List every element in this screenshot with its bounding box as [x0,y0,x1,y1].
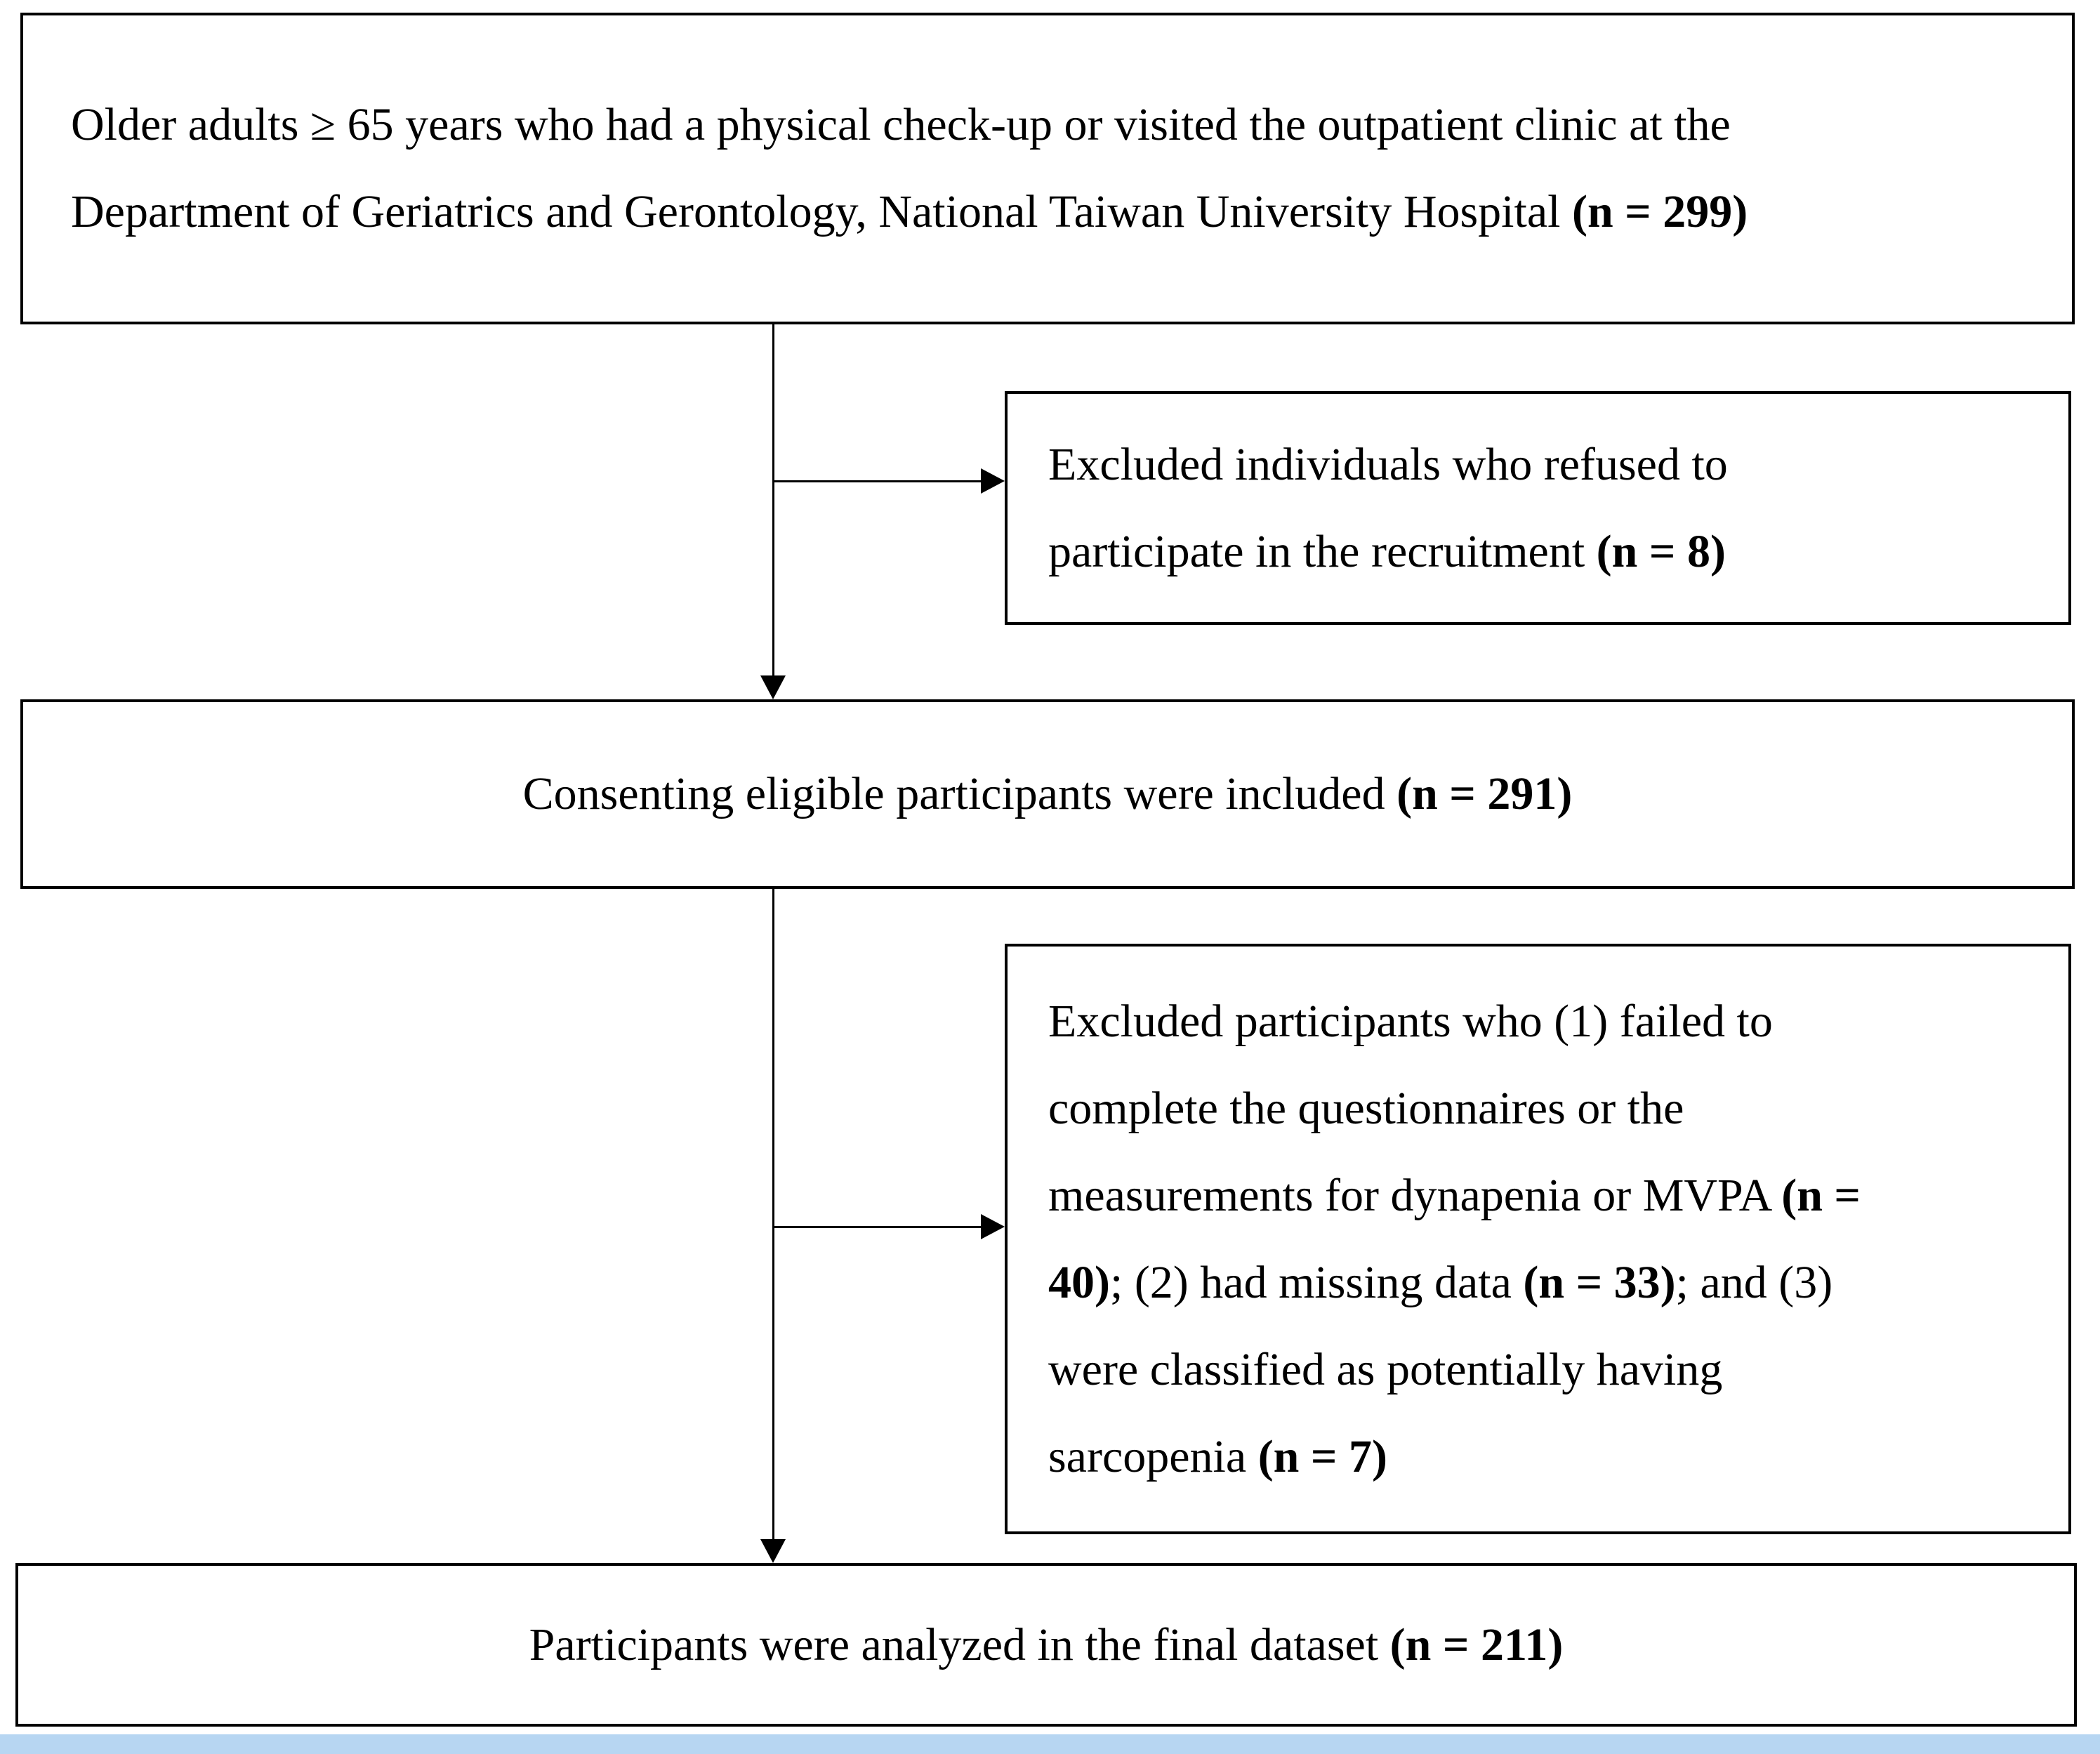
final-text: Participants were analyzed in the final dataset [529,1618,1390,1670]
excluded-criteria-line-3 [1048,1152,1861,1239]
excluded-refusal-line-2 [1048,508,1726,595]
arrow-right-icon [981,1214,1005,1239]
box-excluded-refusal [1005,391,2071,625]
footer-highlight-strip [0,1734,2100,1754]
final-n-count: (n = 211) [1389,1618,1564,1670]
recruitment-line-2 [71,169,1748,256]
connector-line-branch-2 [773,1226,981,1228]
eligible-text: Consenting eligible participants were included [522,768,1397,819]
arrow-down-icon [760,1539,786,1563]
recruitment-line-1: Older adults ≥ 65 years who had a physical check-up or visited the outpatient clinic at the [71,99,1731,150]
excluded-refusal-line-2-text: participate in the recruitment [1048,525,1597,577]
recruitment-line-2-text: Department of Geriatrics and Gerontology, National Taiwan University Hospital [71,186,1572,237]
excluded-criteria-line-5: were classified as potentially having [1048,1343,1723,1395]
excluded-criteria-line-6 [1048,1413,1387,1501]
excluded-criteria-line-3-text: measurements for dynapenia or MVPA [1048,1169,1782,1221]
box-eligible-included [20,699,2075,889]
excluded-criteria-n1-close: 40) [1048,1256,1110,1308]
excluded-criteria-line-4-text-2: ; and (3) [1675,1256,1833,1308]
box-recruitment-source [20,13,2075,324]
eligible-line [523,751,1573,838]
box-final-analyzed [15,1563,2077,1727]
excluded-refusal-n-count: (n = 8) [1596,525,1726,577]
excluded-refusal-line-1: Excluded individuals who refused to [1048,438,1728,490]
connector-line-branch-1 [773,480,981,482]
arrow-down-icon [760,675,786,699]
excluded-criteria-line-6-text: sarcopenia [1048,1430,1258,1482]
excluded-criteria-line-4-text-1: ; (2) had missing data [1109,1256,1524,1308]
box-excluded-criteria [1005,944,2071,1534]
excluded-criteria-n3-count: (n = 7) [1257,1430,1387,1482]
connector-line-vertical-1 [772,324,774,677]
excluded-criteria-line-1: Excluded participants who (1) failed to [1048,995,1773,1047]
excluded-criteria-line-2: complete the questionnaires or the [1048,1082,1684,1134]
excluded-criteria-line-4 [1048,1239,1832,1326]
recruitment-n-count: (n = 299) [1571,186,1748,237]
connector-line-vertical-2 [772,889,774,1539]
excluded-criteria-n1-open: (n = [1781,1169,1861,1221]
eligible-n-count: (n = 291) [1396,768,1573,819]
excluded-criteria-n2-count: (n = 33) [1523,1256,1676,1308]
arrow-right-icon [981,468,1005,494]
final-line [529,1602,1564,1689]
